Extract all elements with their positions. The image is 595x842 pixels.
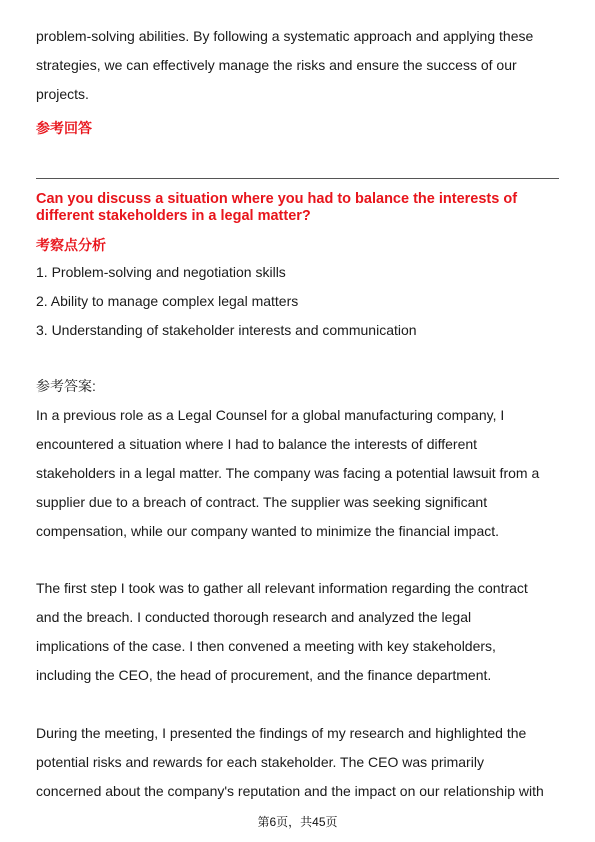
question-title-line: different stakeholders in a legal matter? xyxy=(36,208,311,224)
continuation-line: projects. xyxy=(36,86,89,102)
answer-line: and the breach. I conducted thorough research and analyzed the legal xyxy=(36,609,472,625)
answer-label: 参考答案: xyxy=(36,378,96,394)
page-number-footer: 第6页，共45页 xyxy=(257,815,338,829)
answer-line: The first step I took was to gather all relevant information regarding the contract xyxy=(36,580,528,596)
answer-line: stakeholders in a legal matter. The company was facing a potential lawsuit from a xyxy=(36,465,540,481)
analysis-heading: 考察点分析 xyxy=(36,237,106,253)
answer-line: including the CEO, the head of procurement, and the finance department. xyxy=(36,667,492,683)
answer-line: implications of the case. I then convened a meeting with key stakeholders, xyxy=(36,638,496,654)
analysis-point: 3. Understanding of stakeholder interests and communication xyxy=(36,322,417,338)
continuation-line: strategies, we can effectively manage the risks and ensure the success of our xyxy=(36,57,517,73)
answer-line: compensation, while our company wanted to minimize the financial impact. xyxy=(36,523,500,539)
section-divider xyxy=(36,178,559,179)
answer-line: In a previous role as a Legal Counsel for a global manufacturing company, I xyxy=(36,407,505,423)
analysis-point: 2. Ability to manage complex legal matters xyxy=(36,293,299,309)
question-title-line: Can you discuss a situation where you had to balance the interests of xyxy=(36,191,518,207)
reference-answer-heading: 参考回答 xyxy=(36,120,92,136)
continuation-line: problem-solving abilities. By following a systematic approach and applying these xyxy=(36,28,534,44)
answer-line: potential risks and rewards for each stakeholder. The CEO was primarily xyxy=(36,754,484,770)
analysis-point: 1. Problem-solving and negotiation skills xyxy=(36,264,286,280)
answer-line: concerned about the company's reputation and the impact on our relationship with xyxy=(36,783,544,799)
answer-line: encountered a situation where I had to balance the interests of different xyxy=(36,436,478,452)
answer-line: During the meeting, I presented the findings of my research and highlighted the xyxy=(36,725,527,741)
answer-line: supplier due to a breach of contract. The supplier was seeking significant xyxy=(36,494,488,510)
